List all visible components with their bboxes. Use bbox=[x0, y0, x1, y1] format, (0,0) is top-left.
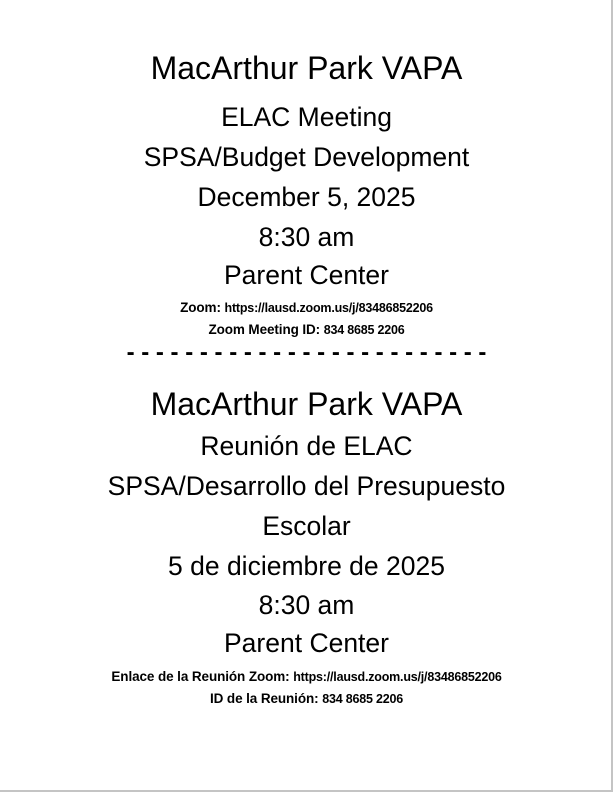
meeting-topic-es-line1: SPSA/Desarrollo del Presupuesto bbox=[107, 471, 506, 501]
meeting-time-en: 8:30 am bbox=[258, 222, 355, 252]
meeting-topic-en: SPSA/Budget Development bbox=[143, 142, 470, 172]
zoom-id-en: 834 8685 2206 bbox=[323, 323, 405, 337]
zoom-id-line-es bbox=[0, 691, 613, 707]
section-divider: - - - - - - - - - - - - - - - - - - - - - - - - - bbox=[126, 339, 487, 366]
meeting-location-en: Parent Center bbox=[224, 260, 389, 290]
zoom-link-en[interactable]: https://lausd.zoom.us/j/83486852206 bbox=[224, 301, 433, 315]
zoom-id-es: 834 8685 2206 bbox=[322, 692, 404, 706]
meeting-location-es: Parent Center bbox=[224, 628, 389, 658]
meeting-name-es: Reunión de ELAC bbox=[200, 431, 413, 461]
zoom-link-label-es: Enlace de la Reunión Zoom: bbox=[111, 669, 290, 684]
meeting-date-es: 5 de diciembre de 2025 bbox=[168, 551, 445, 581]
school-title-en: MacArthur Park VAPA bbox=[150, 50, 463, 86]
zoom-link-label-en: Zoom: bbox=[180, 300, 221, 315]
zoom-link-line-es bbox=[0, 669, 613, 685]
zoom-link-es[interactable]: https://lausd.zoom.us/j/83486852206 bbox=[293, 670, 502, 684]
zoom-id-label-en: Zoom Meeting ID: bbox=[208, 322, 321, 337]
zoom-link-line-en bbox=[0, 300, 613, 316]
zoom-id-line-en bbox=[0, 322, 613, 338]
school-title-es: MacArthur Park VAPA bbox=[150, 386, 463, 422]
meeting-name-en: ELAC Meeting bbox=[221, 102, 392, 132]
meeting-time-es: 8:30 am bbox=[258, 590, 355, 620]
zoom-id-label-es: ID de la Reunión: bbox=[209, 691, 319, 706]
meeting-topic-es-line2: Escolar bbox=[262, 511, 351, 541]
meeting-date-en: December 5, 2025 bbox=[197, 182, 416, 212]
